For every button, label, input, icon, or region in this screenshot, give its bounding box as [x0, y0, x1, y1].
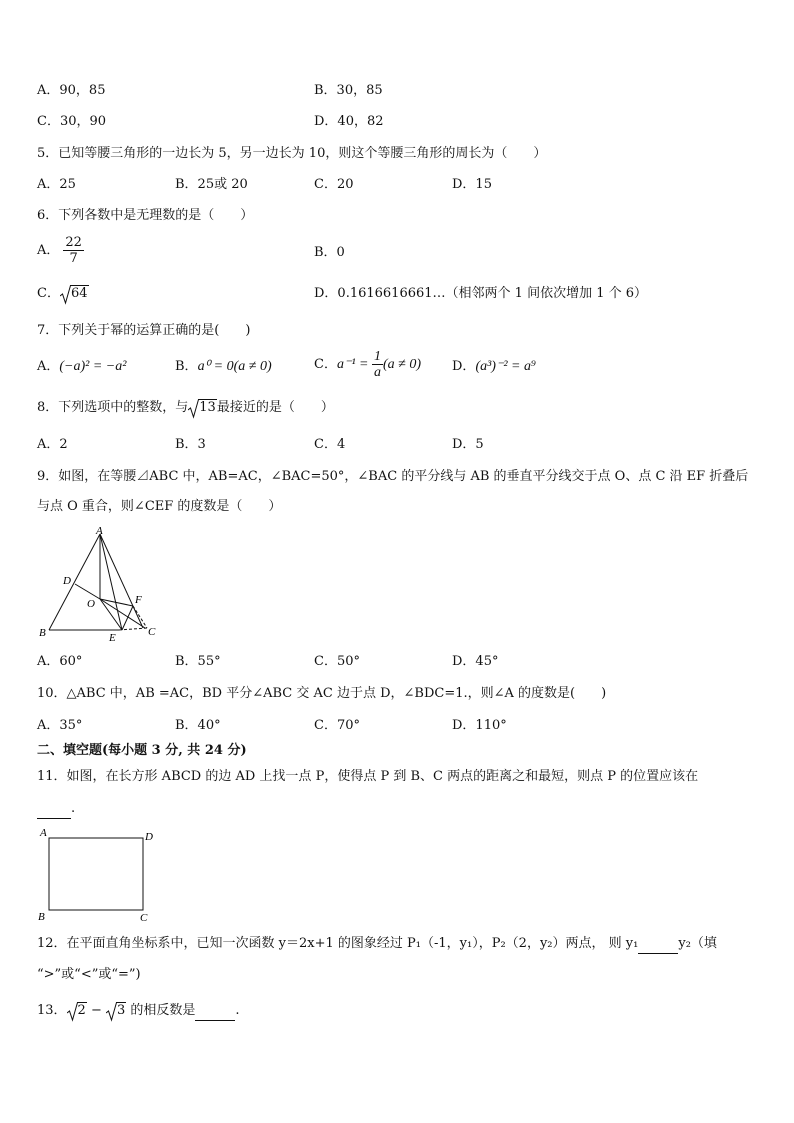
q8-stem-post: 最接近的是（ ）	[216, 400, 334, 415]
q12-stem-line2: “>”或“<”或“=”)	[37, 967, 141, 982]
q6-option-a-fraction	[63, 235, 84, 266]
q11-label-a: A	[40, 827, 47, 839]
q6-option-b: B．0	[314, 245, 345, 260]
q13-radicand-2: 2	[77, 1003, 86, 1018]
q9-option-d: D．45°	[452, 654, 499, 669]
q9-label-o: O	[87, 598, 95, 610]
q7-option-a	[37, 358, 126, 376]
q9-label-c: C	[148, 626, 156, 638]
q6-option-a	[37, 235, 84, 266]
q8-stem-pre: 8．下列选项中的整数，与	[37, 400, 189, 415]
q7-option-d-label: D．	[452, 359, 476, 374]
q7-c-denominator: a	[374, 365, 381, 380]
q7-option-a-label: A．	[37, 359, 60, 374]
q6-a-denominator: 7	[69, 251, 78, 266]
q8-option-b: B．3	[175, 437, 206, 452]
q10-stem: 10．△ABC 中，AB =AC，BD 平分∠ABC 交 AC 边于点 D，∠BDC=1.，则∠A 的度数是( )	[37, 686, 607, 701]
q7-c-lhs: a⁻¹ =	[336, 357, 372, 372]
q6-c-sqrt	[60, 285, 89, 303]
q9-line-ae	[100, 534, 122, 630]
q13-sqrt-2	[67, 1002, 87, 1020]
q6-a-numerator: 22	[65, 235, 82, 250]
q13-stem	[37, 1002, 240, 1021]
q6-option-c-label: C．	[37, 286, 60, 301]
q9-line-ef	[122, 606, 133, 630]
q9-option-b: B．55°	[175, 654, 221, 669]
q7-c-condition: (a ≠ 0)	[383, 357, 422, 372]
q13-blank[interactable]	[195, 1002, 235, 1021]
q11-end: .	[71, 801, 76, 816]
q10-option-d: D．110°	[452, 718, 507, 733]
q9-label-b: B	[39, 627, 46, 639]
q9-line-do	[75, 584, 100, 599]
q7-option-c	[314, 349, 421, 380]
q12-blank[interactable]	[638, 935, 678, 954]
q7-b-expression: a⁰ = 0(a ≠ 0)	[197, 359, 272, 374]
q11-label-c: C	[140, 912, 148, 924]
q8-radicand: 13	[199, 400, 216, 415]
q13-minus: −	[86, 1003, 106, 1018]
q10-option-b: B．40°	[175, 718, 221, 733]
q6-option-d: D．0.1616616661…（相邻两个 1 间依次增加 1 个 6）	[314, 286, 648, 301]
q5-option-c: C．20	[314, 177, 354, 192]
q7-c-numerator: 1	[374, 349, 381, 364]
q6-option-c	[37, 285, 89, 303]
q13-stem-post: 的相反数是	[126, 1003, 196, 1018]
q7-option-b	[175, 358, 272, 376]
q11-answer-line	[37, 800, 75, 819]
q9-stem-line2: 与点 O 重合，则∠CEF 的度数是（ ）	[37, 499, 282, 514]
section-2-title: 二、填空题(每小题 3 分, 共 24 分)	[37, 743, 247, 758]
q4-option-b: B．30，85	[314, 83, 383, 98]
q8-option-c: C．4	[314, 437, 346, 452]
q7-d-expression: (a³)⁻² = a⁹	[475, 359, 536, 374]
q11-rectangle-figure	[37, 824, 159, 924]
q10-option-c: C．70°	[314, 718, 360, 733]
q7-c-fraction	[372, 349, 383, 380]
q4-option-a: A．90，85	[37, 83, 106, 98]
q4-option-d: D．40，82	[314, 114, 384, 129]
q9-label-e: E	[109, 632, 116, 644]
q7-stem: 7．下列关于幂的运算正确的是( )	[37, 323, 251, 338]
q13-sqrt-3	[106, 1002, 126, 1020]
q7-option-c-label: C．	[314, 357, 337, 372]
q12-stem-pre: 12．在平面直角坐标系中，已知一次函数 y＝2x+1 的图象经过 P₁（-1，y₁），P₂（2，y₂）两点， 则 y₁	[37, 936, 639, 951]
q5-option-b: B．25或 20	[175, 177, 248, 192]
q7-a-expression: (−a)² = −a²	[59, 359, 127, 374]
q5-option-a: A．25	[37, 177, 76, 192]
q8-option-d: D．5	[452, 437, 484, 452]
q9-triangle-figure	[37, 524, 167, 646]
q13-label: 13．	[37, 1003, 67, 1018]
q9-option-c: C．50°	[314, 654, 360, 669]
q8-option-a: A．2	[37, 437, 68, 452]
q8-stem	[37, 399, 334, 417]
q6-c-radicand: 64	[70, 286, 88, 301]
q5-stem: 5．已知等腰三角形的一边长为 5，另一边长为 10，则这个等腰三角形的周长为（ ）	[37, 146, 547, 161]
q9-line-ab	[49, 534, 100, 630]
q6-stem: 6．下列各数中是无理数的是（ ）	[37, 208, 254, 223]
q9-option-a: A．60°	[37, 654, 83, 669]
q9-stem-line1: 9．如图，在等腰⊿ABC 中，AB=AC，∠BAC=50°，∠BAC 的平分线与 AB 的垂直平分线交于点 O、点 C 沿 EF 折叠后	[37, 469, 749, 484]
q11-label-b: B	[38, 911, 45, 923]
q8-sqrt	[188, 399, 217, 417]
q9-line-af	[100, 534, 143, 628]
q12-stem-line1	[37, 935, 717, 954]
q10-option-a: A．35°	[37, 718, 83, 733]
q11-blank[interactable]	[37, 800, 71, 819]
q9-label-a: A	[96, 525, 103, 537]
q13-radicand-3: 3	[117, 1003, 126, 1018]
q11-stem: 11．如图，在长方形 ABCD 的边 AD 上找一点 P，使得点 P 到 B、C 两点的距离之和最短，则点 P 的位置应该在	[37, 769, 699, 784]
q13-end: .	[235, 1003, 240, 1018]
q11-rectangle-abcd	[49, 838, 143, 910]
q7-option-b-label: B．	[175, 359, 198, 374]
q5-option-d: D．15	[452, 177, 492, 192]
q12-stem-post: y₂（填	[678, 936, 717, 951]
q6-option-a-label: A．	[37, 243, 60, 258]
q11-label-d: D	[145, 831, 153, 843]
q7-option-d	[452, 358, 536, 376]
q9-label-f: F	[135, 594, 142, 606]
q9-label-d: D	[63, 575, 71, 587]
q4-option-c: C．30，90	[37, 114, 107, 129]
